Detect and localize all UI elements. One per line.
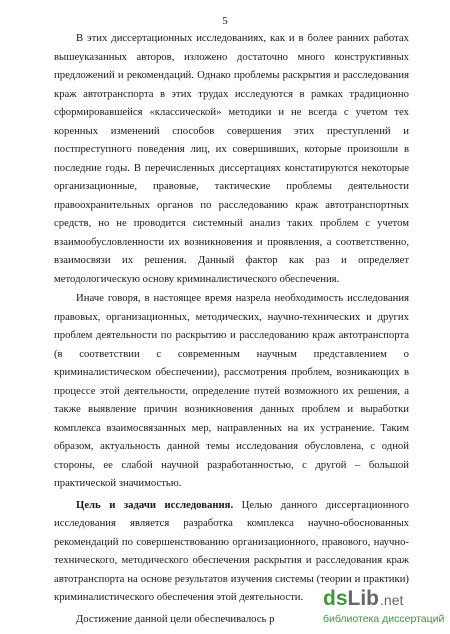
dslib-watermark — [323, 587, 447, 631]
paragraph: Иначе говоря, в настоящее время назрела необходимость исследования правовых, организационных, методических, научно-технических и других проблем деятельности по раскрытию и расследованию краж автотранспорта (в соответствии с современным научным представлением о криминалистическом обеспечении), рассмотрения проблем, возникающих в процессе этой деятельности, определение путей возможного их решения, а также выявление причин возникновения данных проблем и выработки комплекса взаимосвязанных мер, направленных на их устранение. Таким образом, актуальность данной темы исследования обусловлена, с одной стороны, ее слабой научной разработанностью, с другой – большой практической значимостью. — [54, 292, 409, 489]
logo-net: .net — [380, 592, 404, 608]
paragraph: В этих диссертационных исследованиях, как и в более ранних работах вышеуказанных авторов, изложено достаточно много конструктивных предложений и рекомендаций. Однако проблемы раскрытия и расследования краж автотранспорта в этих трудах исследуются в рамках традиционно сформировавшейся «классической» методики и не всегда с учетом тех коренных изменений способов совершения этих преступлений и постпреступного поведения лиц, их совершивших, которые произошли в последние годы. В перечисленных диссертациях констатируются некоторые организационные, правовые, тактические проблемы деятельности правоохранительных органов по расследованию краж автотранспортных средств, но не проводится системный анализ таких проблем с учетом взаимообусловленности их возникновения и проявления, а соответственно, взаимосвязи их решения. Данный фактор как раз и определяет методологическую основу криминалистического обеспечения. — [54, 32, 409, 285]
dslib-logo — [323, 587, 403, 611]
page-number: 5 — [222, 15, 228, 27]
logo-lib: Lib — [347, 587, 380, 610]
document-body — [54, 29, 409, 628]
logo-ds: ds — [323, 587, 348, 610]
goal-text: Целью данного диссертационного исследования является разработка комплекса научно-обоснованных рекомендаций по совершенствованию организационного, правового, научно-технического, методического обеспечения раскрытия и расследования краж автотранспорта на основе результатов изучения системы (теории и практики) криминалистического обеспечения этой деятельности. — [54, 498, 409, 603]
goal-heading: Цель и задачи исследования. — [76, 498, 234, 511]
last-line: Достижение данной цели обеспечивалось р — [76, 612, 275, 625]
logo-tagline: библиотека диссертаций — [323, 613, 445, 625]
